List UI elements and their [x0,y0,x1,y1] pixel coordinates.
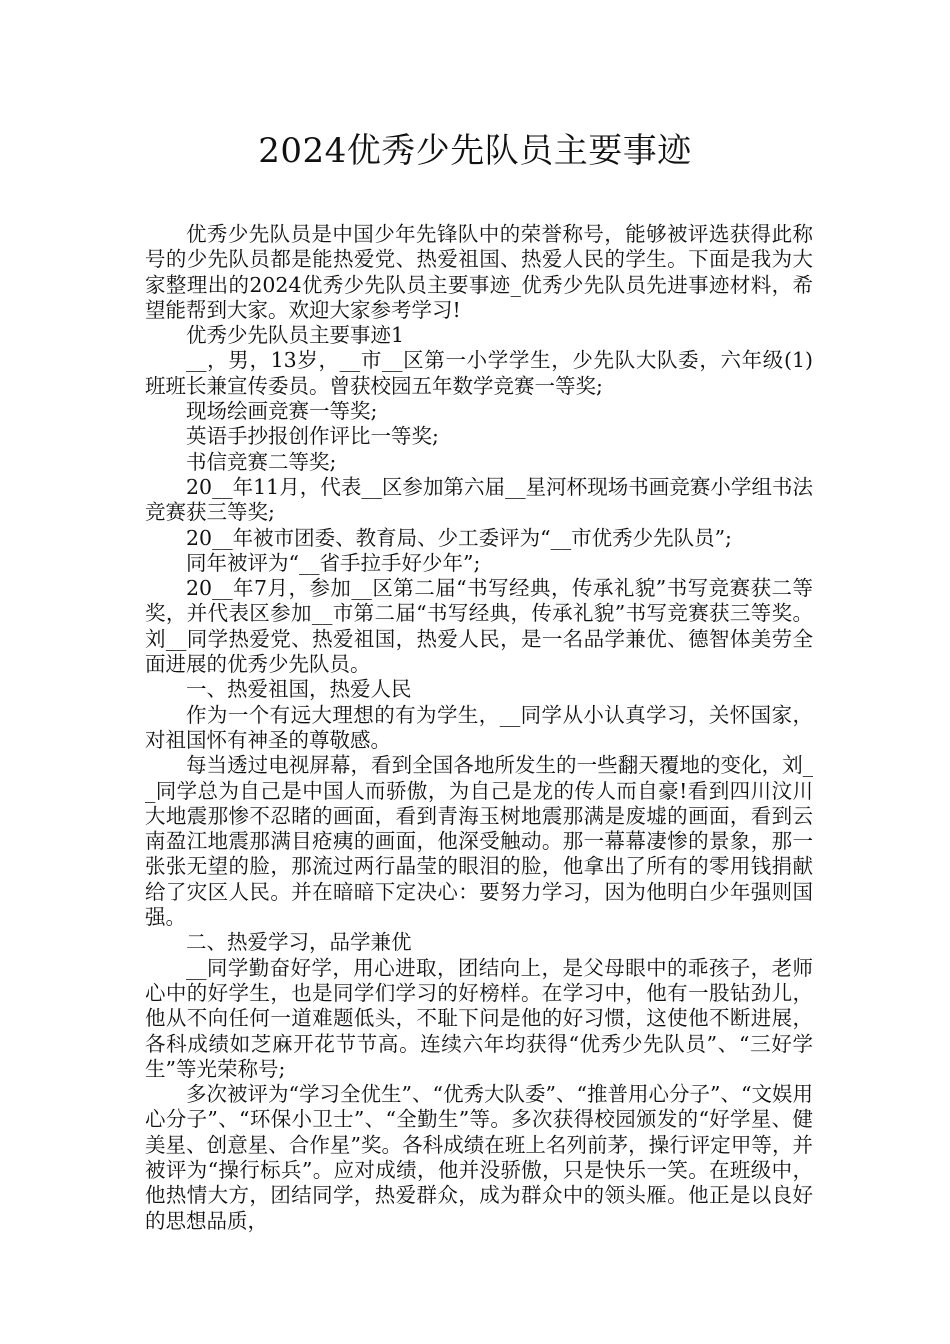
paragraph: 同年被评为“__省手拉手好少年”; [186,550,481,575]
paragraph: 作为一个有远大理想的有为学生，__同学从小认真学习，关怀国家，对祖国怀有神圣的尊敬感。 [145,702,813,752]
paragraph-heading: 一、热爱祖国，热爱人民 [186,677,412,702]
paragraph-heading: 二、热爱学习，品学兼优 [186,930,412,955]
paragraph: __同学勤奋好学，用心进取，团结向上，是父母眼中的乖孩子，老师心中的好学生，也是同学们学习的好榜样。在学习中，他有一股钻劲儿，他从不向任何一道难题低头，不耻下问是他的好习惯，这使他不断进展，各科成绩如芝麻开花节节高。连续六年均获得“优秀少先队员”、“三好学生”等光荣称号; [145,955,813,1081]
paragraph: __，男，13岁，__市__区第一小学学生，少先队大队委，六年级(1)班班长兼宣传委员。曾获校园五年数学竞赛一等奖; [145,348,813,398]
paragraph: 英语手抄报创作评比一等奖; [186,424,439,449]
paragraph-section-heading: 优秀少先队员主要事迹1 [186,323,405,348]
document-title: 2024优秀少先队员主要事迹 [258,131,692,171]
document-body [145,222,813,1234]
paragraph: 每当透过电视屏幕，看到全国各地所发生的一些翻天覆地的变化，刘__同学总为自己是中国人而骄傲，为自己是龙的传人而自豪!看到四川汶川大地震那惨不忍睹的画面，看到青海玉树地震那满是废墟的画面，看到云南盈江地震那满目疮痍的画面，他深受触动。那一幕幕凄惨的景象，那一张张无望的脸，那流过两行晶莹的眼泪的脸，他拿出了所有的零用钱捐献给了灾区人民。并在暗暗下定决心：要努力学习，因为他明白少年强则国强。 [145,753,813,930]
paragraph: 书信竞赛二等奖; [186,449,337,474]
paragraph: 多次被评为“学习全优生”、“优秀大队委”、“推普用心分子”、“文娱用心分子”、“环保小卫士”、“全勤生”等。多次获得校园颁发的“好学星、健美星、创意星、合作星”奖。各科成绩在班上名列前茅，操行评定甲等，并被评为“操行标兵”。应对成绩，他并没骄傲，只是快乐一笑。在班级中，他热情大方，团结同学，热爱群众，成为群众中的领头雁。他正是以良好的思想品质， [145,1082,813,1233]
paragraph-intro: 优秀少先队员是中国少年先锋队中的荣誉称号，能够被评选获得此称号的少先队员都是能热爱党、热爱祖国、热爱人民的学生。下面是我为大家整理出的2024优秀少先队员主要事迹_优秀少先队员先进事迹材料，希望能帮到大家。欢迎大家参考学习! [145,222,813,322]
paragraph: 20__年11月，代表__区参加第六届__星河杯现场书画竞赛小学组书法竞赛获三等奖; [145,474,813,525]
paragraph: 20__年被市团委、教育局、少工委评为“__市优秀少先队员”; [186,525,732,550]
paragraph: 现场绘画竞赛一等奖; [186,399,378,424]
paragraph: 20__年7月，参加__区第二届“书写经典，传承礼貌”书写竞赛获二等奖，并代表区参加__市第二届“书写经典，传承礼貌”书写竞赛获三等奖。刘__同学热爱党、热爱祖国，热爱人民，是一名品学兼优、德智体美劳全面进展的优秀少先队员。 [145,576,813,677]
